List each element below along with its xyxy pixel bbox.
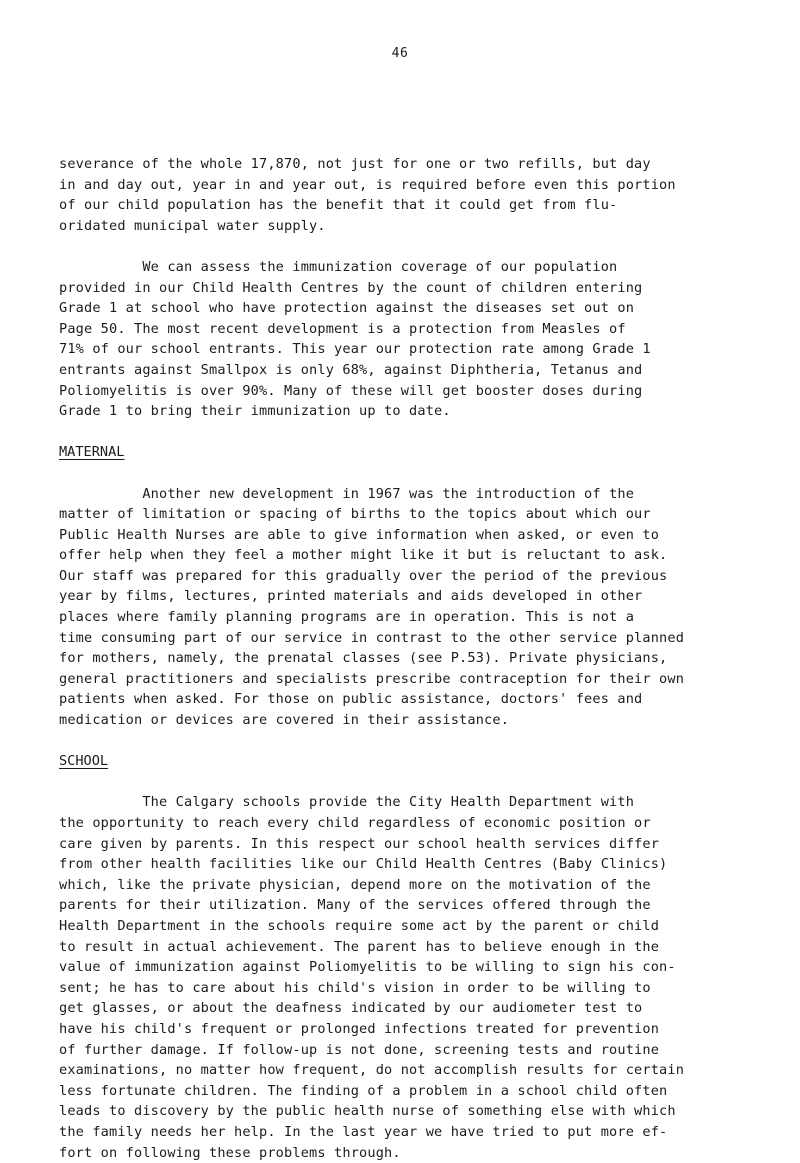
text-line: the family needs her help. In the last year we have tried to put more ef- — [59, 1122, 749, 1143]
section-gap — [59, 731, 749, 752]
text-line: care given by parents. In this respect our school health services differ — [59, 834, 749, 855]
text-line: places where family planning programs are in operation. This is not a — [59, 607, 749, 628]
text-line: value of immunization against Poliomyelitis to be willing to sign his con- — [59, 957, 749, 978]
text-line: of our child population has the benefit that it could get from flu- — [59, 195, 749, 216]
text-line: 71% of our school entrants. This year our protection rate among Grade 1 — [59, 339, 749, 360]
text-line: patients when asked. For those on public assistance, doctors' fees and — [59, 689, 749, 710]
text-line: Poliomyelitis is over 90%. Many of these will get booster doses during — [59, 381, 749, 402]
text-line: examinations, no matter how frequent, do not accomplish results for certain — [59, 1060, 749, 1081]
text-line: of further damage. If follow-up is not done, screening tests and routine — [59, 1040, 749, 1061]
text-line: Public Health Nurses are able to give information when asked, or even to — [59, 525, 749, 546]
text-line: offer help when they feel a mother might like it but is reluctant to ask. — [59, 545, 749, 566]
paragraph-gap — [59, 236, 749, 257]
text-line: oridated municipal water supply. — [59, 216, 749, 237]
paragraph-gap — [59, 463, 749, 484]
text-line: less fortunate children. The finding of a problem in a school child often — [59, 1081, 749, 1102]
section-school — [59, 751, 749, 1163]
section-heading-school: SCHOOL — [59, 751, 749, 772]
text-line: medication or devices are covered in their assistance. — [59, 710, 749, 731]
page-number: 46 — [0, 46, 800, 61]
paragraph-gap — [59, 772, 749, 793]
paragraph — [59, 257, 749, 422]
text-line: to result in actual achievement. The parent has to believe enough in the — [59, 937, 749, 958]
text-line: general practitioners and specialists prescribe contraception for their own — [59, 669, 749, 690]
paragraph — [59, 484, 749, 731]
text-line: leads to discovery by the public health nurse of something else with which — [59, 1101, 749, 1122]
text-line: matter of limitation or spacing of births to the topics about which our — [59, 504, 749, 525]
text-line: fort on following these problems through. — [59, 1143, 749, 1163]
text-line: the opportunity to reach every child regardless of economic position or — [59, 813, 749, 834]
text-line: from other health facilities like our Child Health Centres (Baby Clinics) — [59, 854, 749, 875]
text-line: provided in our Child Health Centres by the count of children entering — [59, 278, 749, 299]
text-line: Another new development in 1967 was the introduction of the — [59, 484, 749, 505]
text-line: have his child's frequent or prolonged infections treated for prevention — [59, 1019, 749, 1040]
text-line: Health Department in the schools require some act by the parent or child — [59, 916, 749, 937]
text-line: The Calgary schools provide the City Health Department with — [59, 792, 749, 813]
section-maternal — [59, 442, 749, 730]
text-line: We can assess the immunization coverage of our population — [59, 257, 749, 278]
text-line: entrants against Smallpox is only 68%, against Diphtheria, Tetanus and — [59, 360, 749, 381]
text-line: year by films, lectures, printed materials and aids developed in other — [59, 586, 749, 607]
paragraph — [59, 154, 749, 236]
section-heading-maternal: MATERNAL — [59, 442, 749, 463]
text-line: time consuming part of our service in contrast to the other service planned — [59, 628, 749, 649]
section-gap — [59, 422, 749, 443]
paragraph — [59, 792, 749, 1163]
text-line: in and day out, year in and year out, is required before even this portion — [59, 175, 749, 196]
text-line: get glasses, or about the deafness indicated by our audiometer test to — [59, 998, 749, 1019]
document-body — [59, 154, 749, 1163]
text-line: severance of the whole 17,870, not just for one or two refills, but day — [59, 154, 749, 175]
text-line: parents for their utilization. Many of the services offered through the — [59, 895, 749, 916]
text-line: Grade 1 to bring their immunization up to date. — [59, 401, 749, 422]
text-line: Our staff was prepared for this gradually over the period of the previous — [59, 566, 749, 587]
text-line: sent; he has to care about his child's vision in order to be willing to — [59, 978, 749, 999]
text-line: for mothers, namely, the prenatal classes (see P.53). Private physicians, — [59, 648, 749, 669]
text-line: Grade 1 at school who have protection against the diseases set out on — [59, 298, 749, 319]
text-line: Page 50. The most recent development is a protection from Measles of — [59, 319, 749, 340]
section-intro — [59, 154, 749, 422]
text-line: which, like the private physician, depend more on the motivation of the — [59, 875, 749, 896]
